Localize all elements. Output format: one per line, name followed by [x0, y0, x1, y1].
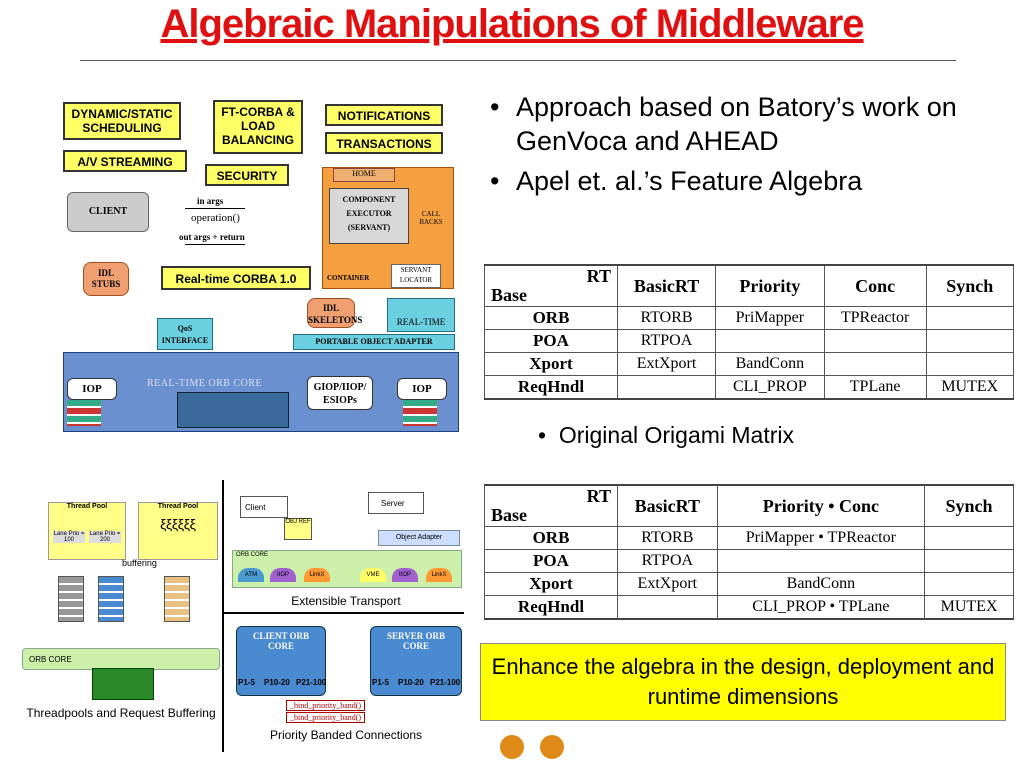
- page-title: Algebraic Manipulations of Middleware: [160, 2, 864, 46]
- queue-1: [58, 576, 84, 622]
- table-cell: [618, 596, 718, 620]
- thread-glyphs: ξξξξξξ: [160, 516, 196, 532]
- buffering-label: buffering: [122, 558, 157, 568]
- notifications-box: NOTIFICATIONS: [325, 104, 443, 126]
- horizontal-divider: [224, 612, 464, 614]
- row-header: ReqHndl: [485, 376, 618, 400]
- table-cell: CLI_PROP: [716, 376, 825, 400]
- row-header: Xport: [485, 573, 618, 596]
- security-box: SECURITY: [205, 164, 289, 186]
- corner-base: Base: [491, 505, 527, 525]
- object-adapter: Object Adapter: [378, 530, 460, 546]
- table-cell: [717, 550, 924, 573]
- ftcorba-box: FT-CORBA & LOAD BALANCING: [213, 100, 303, 154]
- bind-call-2: _bind_priority_band(): [286, 712, 365, 723]
- logo: [490, 733, 570, 763]
- priority-band-5: P10-20: [398, 678, 424, 687]
- table-cell: [824, 330, 926, 353]
- table-row: [485, 596, 1014, 620]
- corner-rt: RT: [586, 266, 611, 286]
- row-header: POA: [485, 550, 618, 573]
- table-cell: [618, 376, 716, 400]
- atm-slot: ATM: [238, 568, 264, 582]
- bullet-item: • Apel et. al.’s Feature Algebra: [488, 164, 1008, 198]
- orb-core-label: ORB CORE: [29, 655, 72, 664]
- lane-1: Lane Prio = 100: [53, 531, 85, 543]
- client-node: [240, 496, 288, 518]
- out-args-label: out args + return: [179, 232, 245, 242]
- table-cell: PriMapper: [716, 307, 825, 330]
- origami-matrix: [484, 264, 1014, 400]
- table-cell: [926, 353, 1013, 376]
- container-label: CONTAINER: [327, 274, 370, 282]
- column-header: BasicRT: [618, 485, 718, 527]
- table-cell: PriMapper • TPReactor: [717, 527, 924, 550]
- operation-label: operation(): [191, 212, 240, 224]
- idl-skeletons-box: IDL SKELETONS: [307, 298, 355, 328]
- column-header: Priority: [716, 265, 825, 307]
- vme-slot: VME: [360, 568, 386, 582]
- row-header: POA: [485, 330, 618, 353]
- server-node-label: Server: [381, 499, 405, 508]
- right-queue: [403, 400, 437, 426]
- bind-call-1: _bind_priority_band(): [286, 700, 365, 711]
- av-streaming-box: A/V STREAMING: [63, 150, 187, 172]
- column-header: Priority • Conc: [717, 485, 924, 527]
- corner-rt: RT: [586, 486, 611, 506]
- column-header: Conc: [824, 265, 926, 307]
- table-cell: ExtXport: [618, 573, 718, 596]
- component-executor-box: COMPONENT EXECUTOR (SERVANT): [329, 188, 409, 244]
- table-cell: RTORB: [618, 307, 716, 330]
- bullet-item: • Approach based on Batory’s work on GenVoca and AHEAD: [488, 90, 1008, 158]
- queue-3: [164, 576, 190, 622]
- bullet-dot: •: [538, 422, 559, 448]
- table-cell: [925, 550, 1014, 573]
- table-row: [485, 353, 1014, 376]
- table-row: [485, 527, 1014, 550]
- table-row: [485, 307, 1014, 330]
- priority-band-6: P21-100: [430, 678, 461, 687]
- sub-bullet-text: Original Origami Matrix: [558, 422, 794, 448]
- iop-left-box: IOP: [67, 378, 117, 400]
- qos-interface-box: QoS INTERFACE: [157, 318, 213, 350]
- priority-banded-diagram: [228, 620, 464, 748]
- table-cell: TPLane: [824, 376, 926, 400]
- column-header: Synch: [926, 265, 1013, 307]
- table-cell: CLI_PROP • TPLane: [717, 596, 924, 620]
- out-args-arrow: [185, 244, 245, 245]
- priority-caption: Priority Banded Connections: [269, 728, 423, 742]
- poa-box: PORTABLE OBJECT ADAPTER: [293, 334, 455, 350]
- column-header: Synch: [925, 485, 1014, 527]
- orb-core-label: REAL-TIME ORB CORE: [147, 378, 263, 389]
- title-divider: [80, 60, 956, 61]
- in-args-label: in args: [197, 196, 224, 206]
- table-cell: [926, 307, 1013, 330]
- linkx-slot-2: LinkX: [426, 568, 452, 582]
- linkx-slot: LinkX: [304, 568, 330, 582]
- row-header: ReqHndl: [485, 596, 618, 620]
- table-cell: MUTEX: [926, 376, 1013, 400]
- architecture-diagram: [57, 92, 462, 430]
- priority-band-4: P1-5: [372, 678, 389, 687]
- home-label: HOME: [333, 168, 395, 182]
- corner-base: Base: [491, 285, 527, 305]
- circuit-board: [92, 668, 154, 700]
- realtime-box: REAL-TIME: [387, 298, 455, 332]
- server-orb-core-label: SERVER ORB CORE: [387, 631, 445, 651]
- transport-caption: Extensible Transport: [291, 594, 401, 608]
- column-header: BasicRT: [618, 265, 716, 307]
- queue-2: [98, 576, 124, 622]
- thread-pool-2-label: Thread Pool: [157, 503, 199, 510]
- transport-diagram: [228, 484, 464, 612]
- priority-band-3: P21-100: [296, 678, 327, 687]
- table-cell: TPReactor: [824, 307, 926, 330]
- left-queue: [67, 400, 101, 426]
- merged-matrix: [484, 484, 1014, 620]
- client-node-label: Client: [245, 503, 266, 512]
- table-row: [485, 330, 1014, 353]
- table-row: [485, 573, 1014, 596]
- servant-locator-box: SERVANT LOCATOR: [391, 264, 441, 288]
- orb-core-blocks: [177, 392, 289, 428]
- scheduling-box: DYNAMIC/STATIC SCHEDULING: [63, 102, 181, 140]
- table-cell: [926, 330, 1013, 353]
- rtcorba-box: Real-time CORBA 1.0: [161, 266, 311, 290]
- table-cell: [925, 527, 1014, 550]
- lane-2: Lane Prio = 200: [89, 531, 121, 543]
- threadpool-caption: Threadpools and Request Buffering: [26, 706, 216, 720]
- in-args-arrow: [185, 208, 245, 209]
- priority-band-1: P1-5: [238, 678, 255, 687]
- client-orb-core-label: CLIENT ORB CORE: [252, 631, 310, 651]
- threadpool-diagram: [18, 496, 224, 746]
- matrix-corner: [485, 265, 618, 307]
- sub-bullet: [538, 422, 794, 449]
- logo-circle-1: [500, 735, 524, 759]
- iiop-slot-2: IIOP: [392, 568, 418, 582]
- thread-pool-2: [138, 502, 218, 560]
- table-cell: BandConn: [717, 573, 924, 596]
- iiop-slot: IIOP: [270, 568, 296, 582]
- transactions-box: TRANSACTIONS: [325, 132, 443, 154]
- table-cell: BandConn: [716, 353, 825, 376]
- idl-stubs-label: IDL STUBS: [91, 268, 121, 289]
- table-cell: MUTEX: [925, 596, 1014, 620]
- table-cell: RTPOA: [618, 330, 716, 353]
- table-cell: RTORB: [618, 527, 718, 550]
- client-box: [67, 192, 149, 232]
- table-header-row: [485, 265, 1014, 307]
- row-header: ORB: [485, 307, 618, 330]
- logo-circle-2: [540, 735, 564, 759]
- row-header: Xport: [485, 353, 618, 376]
- client-label: CLIENT: [88, 206, 128, 217]
- matrix-corner: [485, 485, 618, 527]
- idl-stubs-box: [83, 262, 129, 296]
- table-cell: [925, 573, 1014, 596]
- table-row: [485, 550, 1014, 573]
- callbacks-label: CALL BACKS: [419, 210, 443, 226]
- giop-box: GIOP/IIOP/ ESIOPs: [307, 376, 373, 410]
- priority-band-2: P10-20: [264, 678, 290, 687]
- table-header-row: [485, 485, 1014, 527]
- vertical-divider: [222, 480, 224, 752]
- orb-core-bar: [22, 648, 220, 670]
- thread-pool-1-label: Thread Pool: [66, 503, 108, 510]
- obj-ref: OBJ REF: [284, 518, 312, 540]
- row-header: ORB: [485, 527, 618, 550]
- orb-core-label: ORB CORE: [236, 552, 269, 558]
- bullet-list: [488, 90, 1008, 204]
- thread-pool-1: [48, 502, 126, 560]
- table-cell: RTPOA: [618, 550, 718, 573]
- table-row: [485, 376, 1014, 400]
- table-cell: ExtXport: [618, 353, 716, 376]
- server-node: [368, 492, 424, 514]
- iop-right-box: IOP: [397, 378, 447, 400]
- table-cell: [716, 330, 825, 353]
- table-cell: [824, 353, 926, 376]
- callout-box: Enhance the algebra in the design, deployment and runtime dimensions: [480, 643, 1006, 721]
